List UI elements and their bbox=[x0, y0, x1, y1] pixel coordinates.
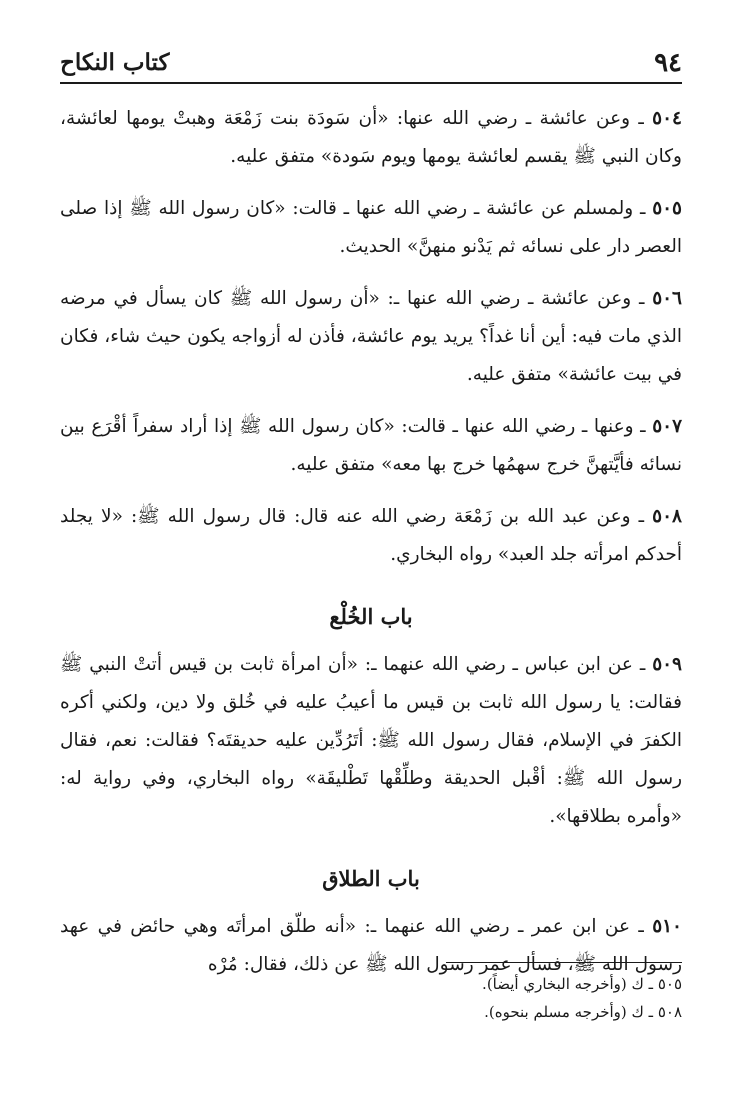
hadith-number: ٥٠٩ bbox=[652, 654, 682, 675]
hadith-paragraph-507 bbox=[60, 408, 682, 484]
section-title-khul: باب الخُلْع bbox=[329, 604, 413, 629]
hadith-text: ـ عن ابن عباس ـ رضي الله عنهما ـ: «أن امرأة ثابت بن قيس أتتْ النبي ﷺ فقالت: يا رسول الله ثابت بن قيس ما أعيبُ عليه في خُلق ولا دين، ولكني أكره الكفرَ في الإسلام، فقال رسول الله ﷺ: أتَرُدِّين عليه حديقتَه؟ فقالت: نعم، فقال رسول الله ﷺ: أقْبل الحديقة وطلِّقْها تَطْليقَة» رواه البخاري، وفي رواية له: «وأمره بطلاقها». bbox=[60, 654, 682, 827]
hadith-paragraph-505 bbox=[60, 190, 682, 266]
page-header bbox=[60, 48, 682, 84]
page-number: ٩٤ bbox=[654, 48, 682, 78]
hadith-number: ٥٠٤ bbox=[652, 108, 682, 129]
hadith-paragraph-509 bbox=[60, 646, 682, 836]
hadith-paragraph-508 bbox=[60, 498, 682, 574]
hadith-number: ٥٠٥ bbox=[652, 198, 682, 219]
footnote-divider bbox=[446, 962, 682, 963]
book-page bbox=[60, 40, 682, 1080]
hadith-paragraph-506 bbox=[60, 280, 682, 394]
hadith-number: ٥٠٦ bbox=[652, 288, 682, 309]
hadith-text: ـ ولمسلم عن عائشة ـ رضي الله عنها ـ قالت: «كان رسول الله ﷺ إذا صلى العصر دار على نسائه ثم يَدْنو منهنَّ» الحديث. bbox=[60, 198, 682, 257]
footnote-505: ٥٠٥ ـ ك (وأخرجه البخاري أيضاً). bbox=[482, 975, 682, 993]
hadith-number: ٥٠٨ bbox=[652, 506, 682, 527]
hadith-number: ٥٠٧ bbox=[652, 416, 683, 437]
hadith-text: ـ وعن عبد الله بن زَمْعَة رضي الله عنه قال: قال رسول الله ﷺ: «لا يجلد أحدكم امرأته جلد العبد» رواه البخاري. bbox=[60, 506, 682, 565]
footnotes bbox=[60, 970, 682, 1026]
page-body bbox=[60, 100, 682, 998]
hadith-number: ٥١٠ bbox=[652, 916, 682, 937]
section-title-talaq: باب الطلاق bbox=[322, 866, 420, 891]
hadith-text: ـ عن ابن عمر ـ رضي الله عنهما ـ: «أنه طلّق امرأتَه وهي حائض في عهد رسول الله ﷺ، فسأل عمر رسول الله ﷺ عن ذلك، فقال: مُرْه bbox=[60, 916, 682, 975]
book-title: كتاب النكاح bbox=[60, 49, 170, 76]
hadith-text: ـ وعنها ـ رضي الله عنها ـ قالت: «كان رسول الله ﷺ إذا أراد سفراً أقْرَع بين نسائه فأيَّتهنَّ خرج سهمُها خرج بها معه» متفق عليه. bbox=[60, 416, 682, 475]
hadith-text: ـ وعن عائشة ـ رضي الله عنها: «أن سَودَة بنت زَمْعَة وهبتْ يومها لعائشة، وكان النبي ﷺ يقسم لعائشة يومها ويوم سَودة» متفق عليه. bbox=[60, 108, 682, 167]
hadith-text: ـ وعن عائشة ـ رضي الله عنها ـ: «أن رسول الله ﷺ كان يسأل في مرضه الذي مات فيه: أين أنا غداً؟ يريد يوم عائشة، فأذن له أزواجه يكون حيث شاء، فكان في بيت عائشة» متفق عليه. bbox=[60, 288, 682, 385]
footnote-508: ٥٠٨ ـ ك (وأخرجه مسلم بنحوه). bbox=[484, 1003, 682, 1021]
hadith-paragraph-504 bbox=[60, 100, 682, 176]
